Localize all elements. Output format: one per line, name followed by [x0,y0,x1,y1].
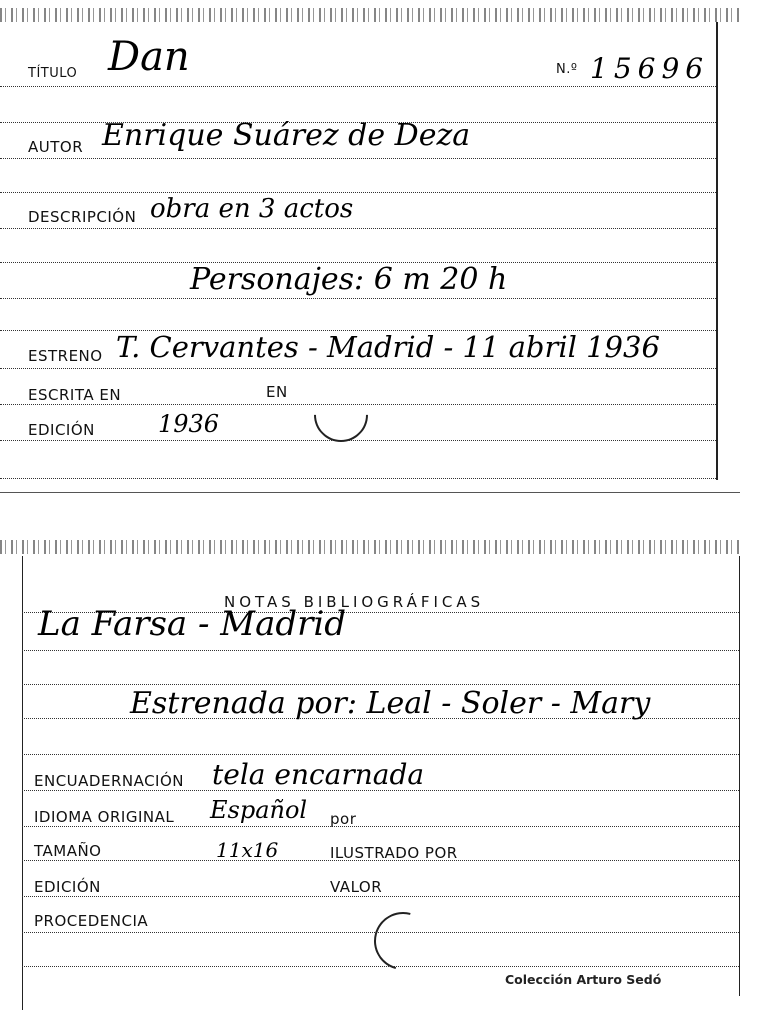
estreno-label: ESTRENO [28,347,103,365]
encuadernacion-value: tela encarnada [212,758,425,791]
edicion-label: EDICIÓN [28,421,95,439]
rule-line [22,966,739,967]
card-separator [0,492,740,493]
en-label: EN [266,383,288,401]
encuadernacion-label: ENCUADERNACIÓN [34,772,185,790]
por-label: por [330,810,357,828]
descripcion-value: obra en 3 actos [150,194,354,224]
autor-label: AUTOR [28,138,84,156]
tamano-value: 11x16 [216,838,279,862]
card-right-border [739,556,740,996]
rule-line [22,684,739,685]
procedencia-label: PROCEDENCIA [34,912,149,930]
idioma-original-label: IDIOMA ORIGINAL [34,808,175,826]
scan-edge [0,540,740,554]
escrita-en-label: ESCRITA EN [28,386,122,404]
rule-line [22,650,739,651]
edicion-value: 1936 [158,410,220,438]
ilustrado-por-label: ILUSTRADO POR [330,844,458,862]
estreno-value: T. Cervantes - Madrid - 11 abril 1936 [116,330,660,364]
titulo-value: Dan [108,34,190,80]
note-line-2: Estrenada por: Leal - Soler - Mary [130,686,651,721]
notas-bibliograficas-title: NOTAS BIBLIOGRÁFICAS [224,593,485,611]
edicion-label: EDICIÓN [34,878,101,896]
idioma-original-value: Español [210,796,308,824]
tamano-label: TAMAÑO [34,842,102,860]
numero-label: N.º [556,62,578,77]
punch-hole [363,901,442,980]
rule-line [22,896,739,897]
descripcion-label: DESCRIPCIÓN [28,208,137,226]
note-line-1: La Farsa - Madrid [38,604,347,644]
rule-line [22,754,739,755]
valor-label: VALOR [330,878,383,896]
titulo-label: TÍTULO [28,66,78,81]
card-left-border [22,556,23,1010]
numero-value: 15696 [590,52,710,85]
autor-value: Enrique Suárez de Deza [102,118,471,153]
collection-footer: Colección Arturo Sedó [505,972,662,987]
rule-line [22,826,739,827]
personajes-value: Personajes: 6 m 20 h [190,262,508,297]
